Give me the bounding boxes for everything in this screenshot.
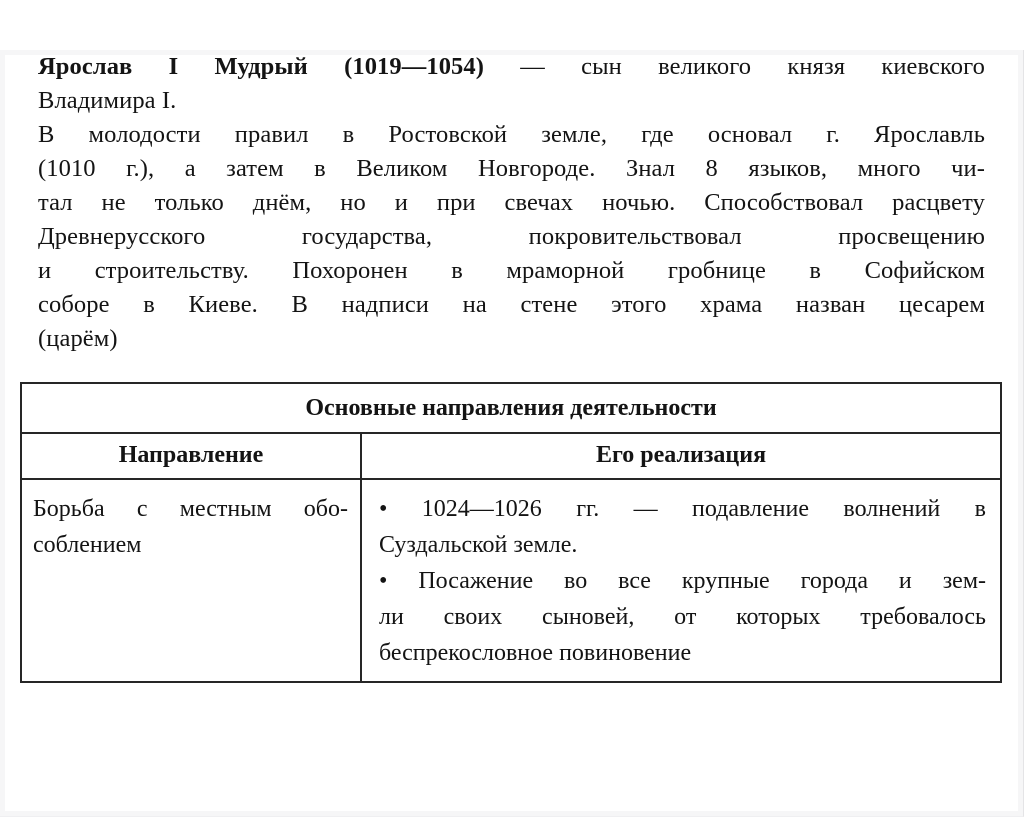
direction-cell — [21, 479, 361, 682]
table-title-row — [21, 383, 1001, 433]
direction-line-1: Борьба с местным обо- — [33, 496, 348, 522]
intro-line-9: (царём) — [38, 325, 118, 352]
intro-line-4: (1010 г.), а затем в Великом Новгороде. Знал 8 языков, много чи- — [38, 155, 985, 182]
realization-bullet-2-line-2: ли своих сыновей, от которых требовалось — [379, 604, 987, 630]
table-title: Основные направления деятельности — [21, 383, 1001, 433]
realization-bullet-1-line-2: Суздальской земле. — [379, 532, 578, 558]
intro-line-8: соборе в Киеве. В надписи на стене этого храма назван цесарем — [38, 291, 985, 318]
intro-line-1-rest: — сын великого князя киевского — [520, 53, 986, 80]
realization-cell — [361, 479, 1001, 682]
intro-line-5: тал не только днём, но и при свечах ночью. Способствовал расцвету — [38, 189, 985, 216]
person-name-dates: Ярослав I Мудрый (1019—1054) — [38, 53, 485, 80]
direction-line-2: соблением — [33, 532, 142, 558]
document-page — [0, 50, 1024, 683]
realization-bullet-1-line-1: • 1024—1026 гг. — подавление волнений в — [379, 496, 987, 522]
intro-paragraph — [38, 50, 985, 356]
intro-line-7: и строительству. Похоронен в мраморной гробнице в Софийском — [38, 257, 985, 284]
realization-bullet-2-line-1: • Посажение во все крупные города и зем- — [379, 568, 987, 594]
column-header-direction: Направление — [21, 433, 361, 479]
column-header-realization: Его реализация — [361, 433, 1001, 479]
intro-line-2: Владимира I. — [38, 87, 177, 114]
table-row — [21, 479, 1001, 682]
intro-line-1 — [38, 50, 985, 84]
activities-table — [20, 382, 1002, 683]
realization-bullet-2-line-3: беспрекословное повиновение — [379, 640, 692, 666]
intro-line-6: Древнерусского государства, покровительствовал просвещению — [38, 223, 985, 250]
intro-line-3: В молодости правил в Ростовской земле, где основал г. Ярославль — [38, 121, 985, 148]
table-header-row — [21, 433, 1001, 479]
